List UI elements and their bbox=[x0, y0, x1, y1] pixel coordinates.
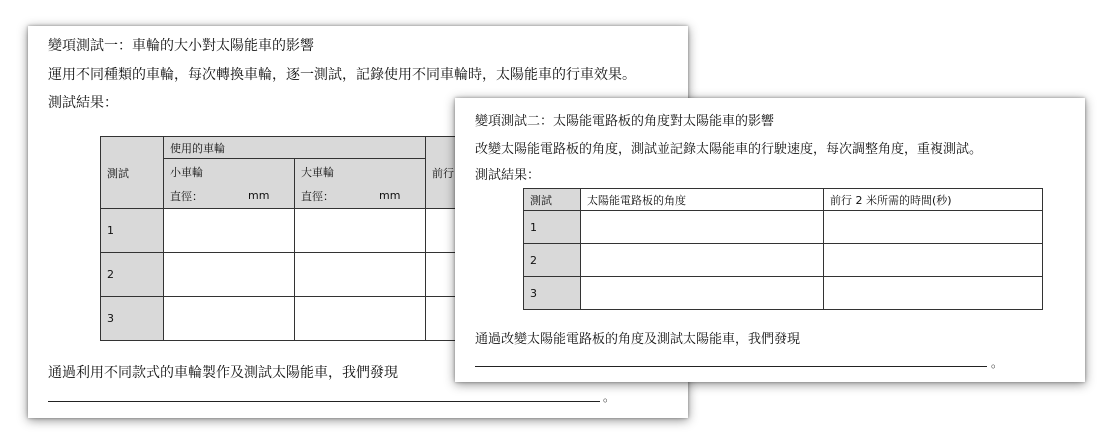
test2-cell-angle[interactable] bbox=[581, 211, 824, 244]
table-row bbox=[524, 244, 1043, 277]
test1-period: 。 bbox=[603, 390, 616, 404]
table-row bbox=[101, 297, 473, 341]
test1-cell-small[interactable] bbox=[164, 209, 295, 253]
test1-row-number: 3 bbox=[101, 297, 164, 341]
test2-cell-time[interactable] bbox=[824, 211, 1043, 244]
test1-row-number: 1 bbox=[101, 209, 164, 253]
test1-cell-small[interactable] bbox=[164, 297, 295, 341]
large-wheel-unit: mm bbox=[379, 189, 401, 202]
small-wheel-label: 小車輪 bbox=[170, 165, 203, 179]
test1-col-large-wheel bbox=[295, 159, 426, 209]
test1-col-wheel-group: 使用的車輪 bbox=[164, 137, 426, 159]
test1-answer-line[interactable] bbox=[48, 389, 600, 402]
test1-results-table bbox=[100, 136, 473, 341]
test2-conclusion: 通過改變太陽能電路板的角度及測試太陽能車，我們發現 bbox=[475, 332, 801, 347]
test1-cell-large[interactable] bbox=[295, 209, 426, 253]
test2-cell-angle[interactable] bbox=[581, 244, 824, 277]
test2-row-number: 2 bbox=[524, 244, 581, 277]
test2-col-test: 測試 bbox=[524, 189, 581, 211]
large-wheel-label: 大車輪 bbox=[301, 165, 334, 179]
test2-title: 變項測試二：太陽能電路板的角度對太陽能車的影響 bbox=[475, 114, 775, 129]
test1-col-test: 測試 bbox=[101, 137, 164, 209]
small-wheel-diameter-label: 直徑： bbox=[170, 189, 203, 203]
test2-col-angle: 太陽能電路板的角度 bbox=[581, 189, 824, 211]
test1-conclusion: 通過利用不同款式的車輪製作及測試太陽能車，我們發現 bbox=[48, 365, 398, 381]
test2-description: 改變太陽能電路板的角度，測試並記錄太陽能車的行駛速度，每次調整角度，重複測試。 bbox=[475, 142, 983, 157]
test1-cell-small[interactable] bbox=[164, 253, 295, 297]
test1-row-number: 2 bbox=[101, 253, 164, 297]
test2-cell-time[interactable] bbox=[824, 277, 1043, 310]
test1-cell-large[interactable] bbox=[295, 253, 426, 297]
test1-results-label: 測試結果： bbox=[48, 95, 118, 111]
test2-row-number: 3 bbox=[524, 277, 581, 310]
test2-cell-angle[interactable] bbox=[581, 277, 824, 310]
test1-cell-large[interactable] bbox=[295, 297, 426, 341]
test2-period: 。 bbox=[991, 356, 1004, 370]
test1-title: 變項測試一：車輪的大小對太陽能車的影響 bbox=[48, 38, 314, 54]
table-row bbox=[101, 253, 473, 297]
large-wheel-diameter-label: 直徑： bbox=[301, 189, 334, 203]
table-row bbox=[524, 277, 1043, 310]
test2-answer-line[interactable] bbox=[475, 354, 987, 367]
small-wheel-unit: mm bbox=[248, 189, 270, 202]
test2-row-number: 1 bbox=[524, 211, 581, 244]
test1-col-forward: 前行 bbox=[426, 137, 473, 209]
worksheet-variable-test-2 bbox=[455, 98, 1085, 382]
test1-description: 運用不同種類的車輪，每次轉換車輪，逐一測試，記錄使用不同車輪時，太陽能車的行車效果。 bbox=[48, 67, 636, 83]
test2-col-time: 前行 2 米所需的時間(秒) bbox=[824, 189, 1043, 211]
table-row bbox=[524, 211, 1043, 244]
test1-col-small-wheel bbox=[164, 159, 295, 209]
table-row bbox=[101, 209, 473, 253]
test2-cell-time[interactable] bbox=[824, 244, 1043, 277]
test2-results-table bbox=[523, 188, 1043, 310]
test2-results-label: 測試結果： bbox=[475, 168, 541, 183]
